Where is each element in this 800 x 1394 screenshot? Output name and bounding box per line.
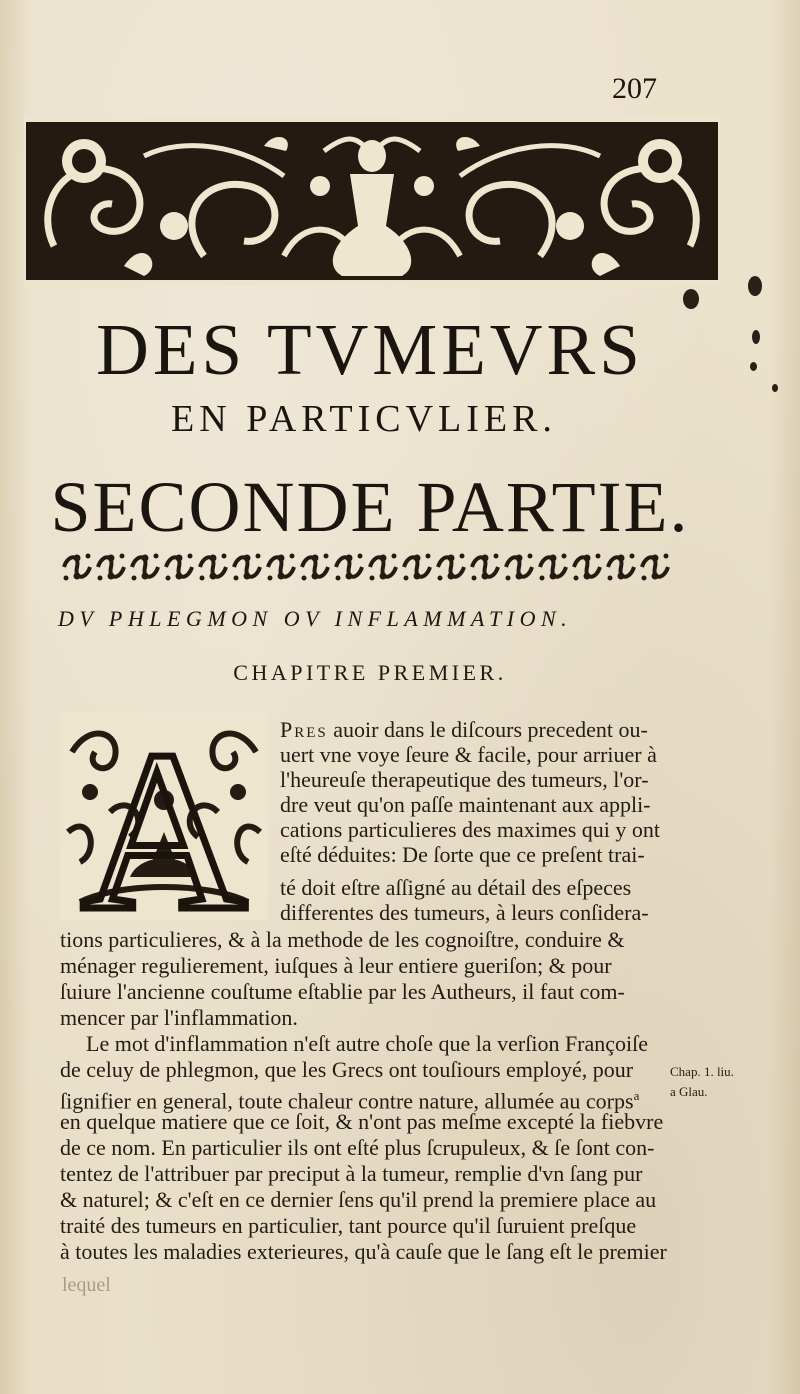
text-line-content: ſignifier en general, toute chaleur contre nature, allumée au corps bbox=[60, 1088, 634, 1114]
reference-mark: a bbox=[633, 1088, 640, 1103]
margin-note-line: Chap. 1. liu. bbox=[670, 1064, 734, 1079]
title-line-3: SECONDE PARTIE. bbox=[50, 467, 690, 547]
text-line: ménager regulierement, iuſques à leur entiere gueriſon; & pour bbox=[60, 953, 612, 978]
text-line: té doit eſtre aſſigné au détail des eſpeces bbox=[280, 875, 632, 900]
text-line: tions particulieres, & à la methode de les cognoiſtre, conduire & bbox=[60, 927, 625, 952]
text-line bbox=[280, 717, 648, 743]
text-line: l'heureuſe therapeutique des tumeurs, l'or- bbox=[280, 767, 649, 792]
chapter-heading: CHAPITRE PREMIER. bbox=[233, 660, 507, 685]
title-line-2: EN PARTICVLIER. bbox=[171, 398, 557, 440]
text-line: de ce nom. En particulier ils ont eſté plus ſcrupuleux, & ſe ſont con- bbox=[60, 1135, 655, 1160]
text-line: tentez de l'attribuer par preciput à la tumeur, remplie d'vn ſang pur bbox=[60, 1161, 643, 1186]
text-line: differentes des tumeurs, à leurs conſidera- bbox=[280, 900, 649, 925]
text-line-content: auoir dans le diſcours precedent ou- bbox=[333, 717, 648, 742]
section-title: DV PHLEGMON OV INFLAMMATION. bbox=[58, 606, 573, 631]
margin-note bbox=[670, 1062, 790, 1102]
text-line: Le mot d'inflammation n'eſt autre choſe que la verſion Françoiſe bbox=[86, 1031, 649, 1056]
text-line: & naturel; & c'eſt en ce dernier ſens qu'il prend la premiere place au bbox=[60, 1187, 657, 1212]
ink-spot bbox=[750, 362, 757, 371]
margin-note-line bbox=[670, 1082, 790, 1102]
drop-cap-ornament bbox=[60, 712, 268, 920]
text-line: de celuy de phlegmon, que les Grecs ont touſiours employé, pour bbox=[60, 1057, 634, 1082]
text-line: en quelque matiere que ce ſoit, & n'ont pas meſme excepté la fiebvre bbox=[60, 1109, 664, 1134]
text-line: eſté déduites: De ſorte que ce preſent trai- bbox=[280, 842, 645, 867]
title-line-1: DES TVMEVRS bbox=[96, 309, 644, 390]
text-line: dre veut qu'on paſſe maintenant aux appli- bbox=[280, 792, 651, 817]
margin-note-text: Glau. bbox=[679, 1084, 708, 1099]
ink-spot bbox=[752, 330, 760, 344]
ink-spot bbox=[772, 384, 778, 392]
ornamental-headpiece bbox=[24, 116, 720, 286]
text-line: traité des tumeurs en particulier, tant pource qu'il ſuruient preſque bbox=[60, 1213, 637, 1238]
drop-cap-letter: A bbox=[80, 712, 248, 920]
text-line: uert vne voye ſeure & facile, pour arriuer à bbox=[280, 742, 657, 767]
fleuron-ornament-band bbox=[60, 550, 672, 584]
ink-spot bbox=[683, 289, 699, 309]
ink-spot bbox=[748, 276, 762, 296]
opening-word: Pres bbox=[280, 717, 328, 742]
text-line: cations particulieres des maximes qui y ont bbox=[280, 817, 661, 842]
text-line: mencer par l'inflammation. bbox=[60, 1005, 298, 1030]
text-line: à toutes les maladies exterieures, qu'à cauſe que le ſang eſt le premier bbox=[60, 1239, 667, 1264]
margin-note-mark: a bbox=[670, 1084, 676, 1099]
catchword: lequel bbox=[62, 1274, 111, 1296]
text-line: ſuiure l'ancienne couſtume eſtablie par les Autheurs, il faut com- bbox=[60, 979, 625, 1004]
page-number: 207 bbox=[612, 72, 657, 105]
